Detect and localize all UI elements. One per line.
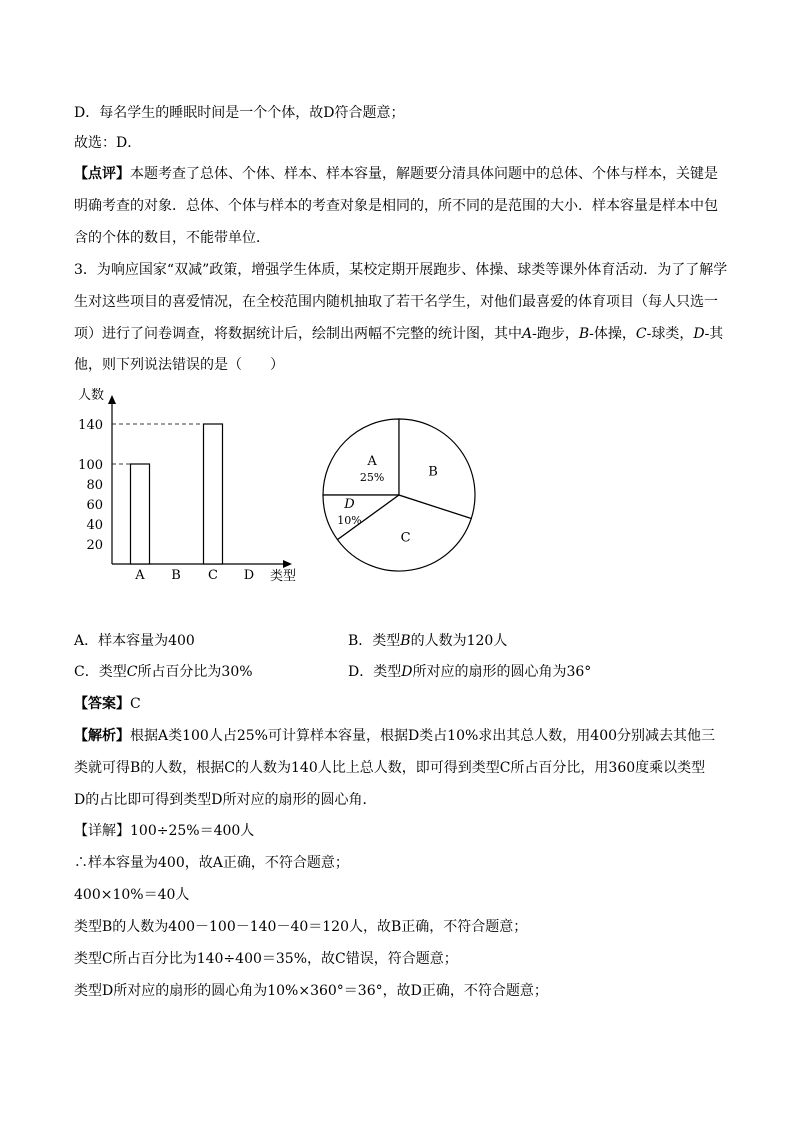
- detail-line-2: ∴样本容量为400，故A正确，不符合题意；: [74, 855, 349, 871]
- bar-y-tick: 80: [86, 478, 103, 493]
- detail-line-6: 类型D所对应的扇形的圆心角为10%×360°＝36°，故D正确，不符合题意；: [74, 983, 548, 999]
- analysis-line-1: [74, 727, 734, 745]
- question-line-4: 他，则下列说法错误的是（ ）: [74, 357, 284, 373]
- q3-3d: B: [578, 326, 590, 342]
- detail-line-1: [74, 822, 734, 840]
- detail-text-1: 100÷25%＝400人: [130, 823, 255, 839]
- option-d: [348, 663, 591, 681]
- bar-y-tick: 60: [86, 498, 103, 513]
- option-c: [74, 663, 253, 681]
- line-d-option: D．每名学生的睡眠时间是一个个体，故D符合题意；: [74, 105, 405, 121]
- optC-c: 所占百分比为30%: [137, 664, 253, 680]
- bar-x-tick: D: [243, 568, 255, 583]
- bar-a: [131, 464, 150, 564]
- bar-y-arrow: [108, 395, 116, 404]
- bar-y-tick: 100: [78, 458, 103, 473]
- review-line-1: [74, 165, 734, 183]
- bar-y-tick: 140: [78, 418, 103, 433]
- optD-a: D．类型: [348, 664, 402, 680]
- pie-label-a: A: [367, 454, 377, 470]
- bar-x-tick: B: [171, 568, 181, 583]
- optC-b: C: [126, 664, 138, 680]
- analysis-line-3: D的占比即可得到类型D所对应的扇形的圆心角．: [74, 792, 377, 808]
- detail-line-4: 类型B的人数为400－100－140－40＝120人，故B正确，不符合题意；: [74, 919, 528, 935]
- optB-a: B．类型: [348, 633, 401, 649]
- q3-3g: -球类，: [646, 326, 694, 342]
- bar-y-label: 人数: [78, 388, 105, 403]
- question-line-2: 生对这些项目的喜爱情况，在全校范围内随机抽取了若干名学生，对他们最喜爱的体育项目（每人只选一: [74, 294, 718, 310]
- question-line-3: [74, 325, 734, 343]
- pie-percent-d: 10%: [337, 514, 362, 528]
- review-text-1: 本题考查了总体、个体、样本、样本容量，解题要分清具体问题中的总体、个体与样本，关键是: [130, 166, 718, 182]
- review-label: 【点评】: [74, 166, 130, 182]
- q3-3e: -体操，: [589, 326, 636, 342]
- line-choose: 故选：D．: [74, 135, 142, 151]
- pie-chart: [316, 392, 482, 578]
- q3-3b: A: [522, 326, 533, 342]
- answer-label: 【答案】: [74, 696, 130, 712]
- bar-x-arrow: [283, 560, 292, 568]
- q3-3c: -跑步，: [532, 326, 579, 342]
- pie-percent-a: 25%: [359, 471, 385, 485]
- pie-label-c: C: [400, 530, 411, 546]
- q3-3f: C: [635, 326, 647, 342]
- option-a: A．样本容量为400: [74, 633, 195, 649]
- option-b: [348, 632, 507, 650]
- bar-x-tick: C: [208, 568, 218, 583]
- bar-y-tick: 20: [86, 538, 103, 553]
- analysis-text-1: 根据A类100人占25%可计算样本容量，根据D类占10%求出其总人数，用400分别减去其他三: [130, 728, 716, 744]
- answer-line: [74, 695, 734, 713]
- detail-line-5: 类型C所占百分比为140÷400＝35%，故C错误，符合题意；: [74, 951, 458, 967]
- bar-x-tick: A: [135, 568, 145, 583]
- review-line-2: 明确考查的对象．总体、个体与样本的考查对象是相同的，所不同的是范围的大小．样本容量是样本中包: [74, 198, 718, 214]
- bar-y-tick: 40: [86, 518, 103, 533]
- bar-c: [204, 424, 223, 564]
- review-line-3: 含的个体的数目，不能带单位．: [74, 230, 270, 246]
- optD-b: D: [401, 664, 413, 680]
- pie-label-b: B: [428, 464, 438, 480]
- optB-c: 的人数为120人: [410, 633, 508, 649]
- analysis-label: 【解析】: [74, 728, 130, 744]
- detail-line-3: 400×10%＝40人: [74, 887, 190, 903]
- bar-chart: [72, 382, 312, 592]
- analysis-line-2: 类就可得B的人数，根据C的人数为140人比上总人数，即可得到类型C所占百分比，用360度乘以类型: [74, 760, 706, 776]
- detail-label: 【详解】: [74, 823, 130, 839]
- question-line-1: 3．为响应国家“双减”政策，增强学生体质，某校定期开展跑步、体操、球类等课外体育活动．为了了解学: [74, 262, 728, 278]
- optC-a: C．类型: [74, 664, 127, 680]
- optD-c: 所对应的扇形的圆心角为36°: [412, 664, 592, 680]
- optB-b: B: [400, 633, 411, 649]
- q3-3a: 项）进行了问卷调查，将数据统计后，绘制出两幅不完整的统计图，其中: [74, 326, 522, 342]
- answer-value: C: [130, 696, 141, 712]
- q3-3i: -其: [704, 326, 724, 342]
- pie-label-d: D: [344, 497, 355, 513]
- bar-x-label: 类型: [270, 569, 297, 584]
- q3-3h: D: [693, 326, 705, 342]
